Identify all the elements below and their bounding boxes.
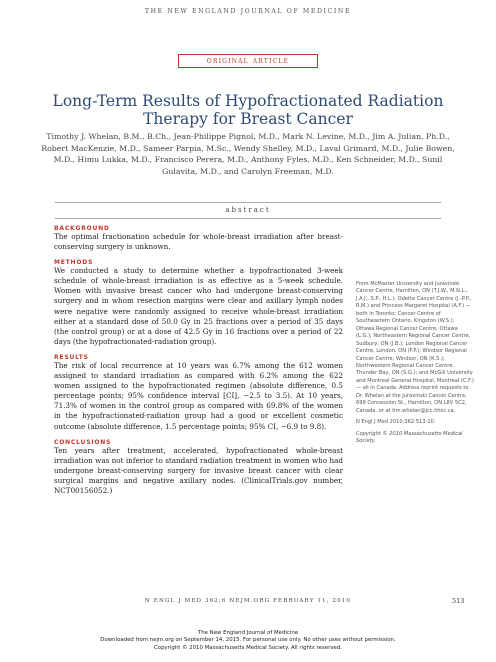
- section-text: The optimal fractionation schedule for whole-breast irradiation after breast-conserving surgery is unknown.: [54, 232, 343, 252]
- abstract-label: abstract: [225, 206, 271, 214]
- section-heading: METHODS: [54, 259, 94, 267]
- article-type-banner-wrap: [0, 48, 496, 68]
- abstract-section-background: [54, 225, 343, 252]
- download-line: Downloaded from nejm.org on September 14, 2015. For personal use only. No other uses without permission.: [100, 637, 396, 644]
- section-heading: BACKGROUND: [54, 225, 110, 232]
- abstract-bottom-rule: [55, 218, 441, 219]
- section-heading: CONCLUSIONS: [54, 438, 112, 446]
- running-footer: N ENGL J MED 362;6 NEJM.ORG FEBRUARY 11, 2010: [144, 598, 352, 604]
- sidebar-notes: [356, 281, 474, 450]
- download-line: Copyright © 2010 Massachusetts Medical Society. All rights reserved.: [154, 644, 342, 651]
- article-type-banner: original article: [178, 54, 319, 68]
- section-text: We conducted a study to determine whether a hypofractionated 3-week schedule of whole-breast irradiation is as effective as a 5-week schedule. Women with invasive breast cancer who had undergone breast-conserving surgery and in whom resection margins were clear and axillary lymph nodes were negative were randomly assigned to receive whole-breast irradiation either at a standard dose of 50.0 Gy in 25 fractions over a period of 35 days (the control group) or at a dose of 42.5 Gy in 16 fractions over a period of 22 days (the hypofractionated-radiation group).: [54, 266, 343, 346]
- copyright-notice: Copyright © 2010 Massachusetts Medical Society.: [356, 430, 463, 445]
- author-list: Timothy J. Whelan, B.M., B.Ch., Jean-Philippe Pignol, M.D., Mark N. Levine, M.D., Jim A. Julian, Ph.D., Robert MacKenzie, M.D., Sameer Parpia, M.Sc., Wendy Shelley, M.D., Laval Grimard, M.D., Julie Bowen, M.D., Himu Lukka, M.D., Francisco Perera, M.D., Anthony Fyles, M.D., Ken Schneider, M.D., Sunil Gulavita, M.D., and Carolyn Freeman, M.D.: [41, 132, 455, 176]
- section-text: The risk of local recurrence at 10 years was 6.7% among the 612 women assigned to standard irradiation as compared with 6.2% among the 622 women assigned to the hypofractionated regimen (absolute difference, 0.5 percentage points; 95% confidence interval [CI], −2.5 to 3.5). At 10 years, 71.3% of women in the control group as compared with 69.8% of the women in the hypofractionated-radiation group had a good or excellent cosmetic outcome (absolute difference, 1.5 percentage points; 95% CI, −6.9 to 9.8).: [54, 360, 343, 431]
- section-heading: RESULTS: [54, 353, 89, 361]
- abstract-body: [54, 225, 343, 503]
- journal-header: THE NEW ENGLAND JOURNAL OF MEDICINE: [144, 8, 352, 15]
- abstract-section-results: [54, 354, 343, 432]
- abstract-section-conclusions: [54, 439, 343, 496]
- download-notice: [0, 630, 496, 652]
- citation: N Engl J Med 2010;362:513-20.: [356, 419, 436, 426]
- author-affiliations: From McMaster University and Juravinski Cancer Centre, Hamilton, ON (T.J.W., M.N.L., J.A.J., S.P., H.L.); Odette Cancer Centre (J.-P.P., R.M.) and Princess Margaret Hospital (A.F.) — both in Toronto; Cancer Centre of Southeastern Ontario, Kingston (W.S.); Ottawa Regional Cancer Centre, Ottawa (L.G.); Northeastern Regional Cancer Centre, Sudbury, ON (J.B.); London Regional Cancer Centre, London, ON (F.P.); Windsor Regional Cancer Centre, Windsor, ON (K.S.); Northwestern Regional Cancer Centre, Thunder Bay, ON (S.G.); and McGill University and Montreal General Hospital, Montreal (C.F.) — all in Canada. Address reprint requests to Dr. Whelan at the Juravinski Cancer Centre, 699 Concession St., Hamilton, ON L8V 5C2, Canada, or at tim.whelan@jcc.hhsc.ca.: [356, 281, 474, 414]
- article-title: Long-Term Results of Hypofractionated Radiation Therapy for Breast Cancer: [52, 92, 444, 128]
- download-line: The New England Journal of Medicine: [197, 630, 299, 636]
- section-text: Ten years after treatment, accelerated, hypofractionated whole-breast irradiation was not inferior to standard radiation treatment in women who had undergone breast-conserving surgery for invasive breast cancer with clear surgical margins and negative axillary nodes. (ClinicalTrials.gov number, NCT00156052.): [54, 445, 343, 495]
- abstract-top-rule: [55, 202, 441, 203]
- abstract-section-methods: [54, 259, 343, 347]
- page-number: 513: [452, 597, 465, 605]
